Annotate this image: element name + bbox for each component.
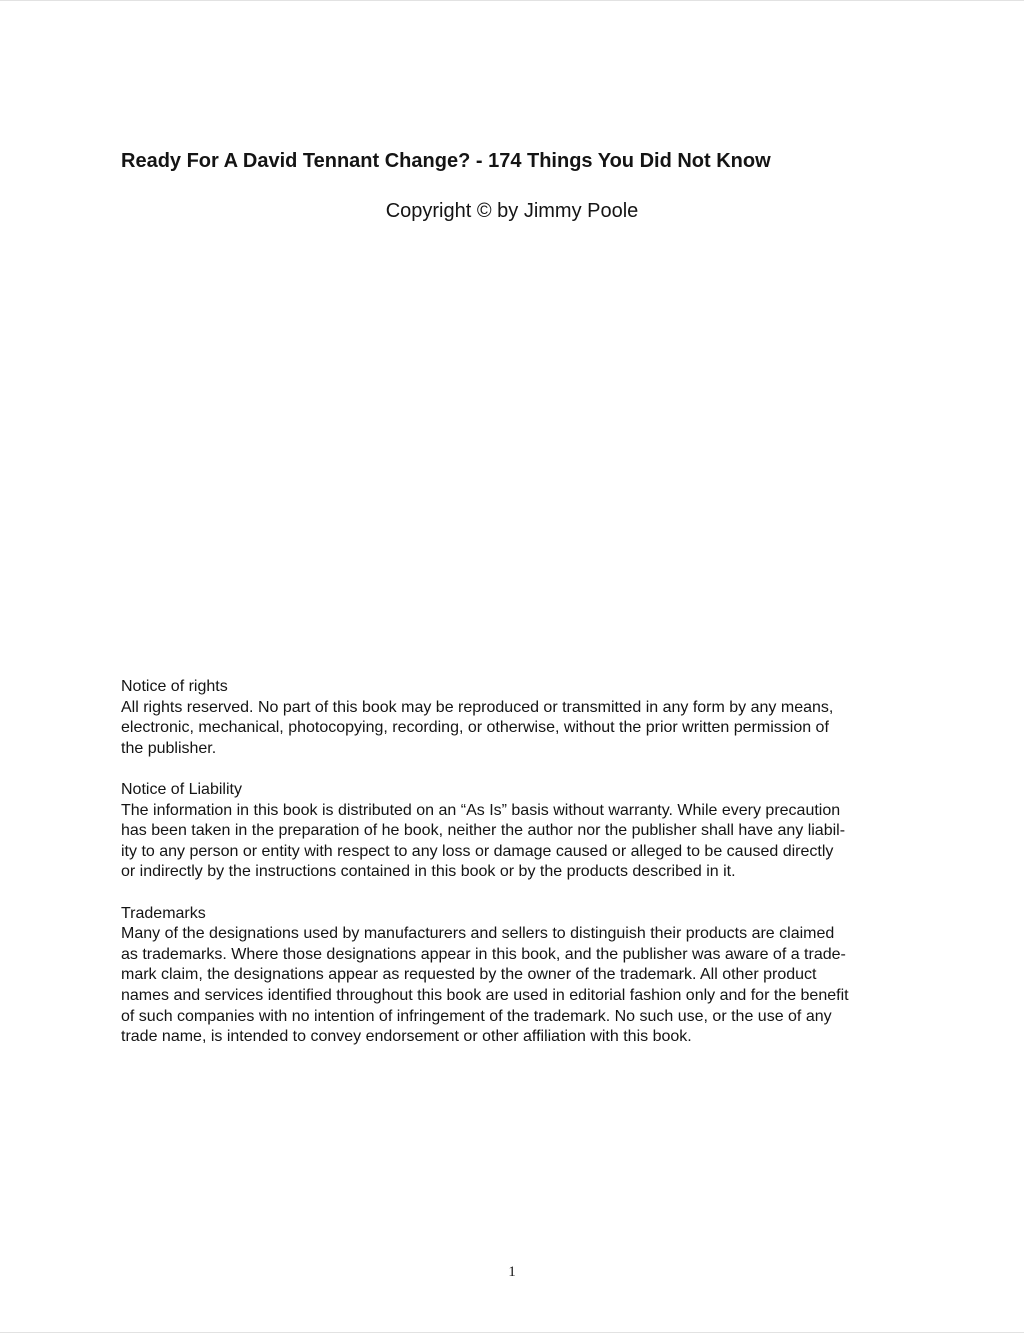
notice-line: as trademarks. Where those designations appear in this book, and the publisher was aware of a trade- (121, 945, 846, 963)
notice-line: The information in this book is distributed on an “As Is” basis without warranty. While every precaution (121, 801, 841, 819)
notice-line: ity to any person or entity with respect to any loss or damage caused or alleged to be caused directly (121, 842, 834, 860)
notice-trademarks (121, 904, 911, 1048)
notice-line: the publisher. (121, 739, 217, 757)
notice-line: mark claim, the designations appear as requested by the owner of the trademark. All other product (121, 966, 817, 984)
notice-body (121, 801, 911, 883)
notice-line: of such companies with no intention of infringement of the trademark. No such use, or the use of any (121, 1007, 832, 1025)
notice-body (121, 924, 911, 1048)
notice-heading: Notice of Liability (121, 780, 242, 798)
notice-line: or indirectly by the instructions contained in this book or by the products described in it. (121, 863, 736, 881)
notice-heading: Trademarks (121, 904, 206, 922)
notice-line: All rights reserved. No part of this book may be reproduced or transmitted in any form by any means, (121, 698, 834, 716)
notice-line: trade name, is intended to convey endorsement or other affiliation with this book. (121, 1028, 692, 1046)
book-title: Ready For A David Tennant Change? - 174 Things You Did Not Know (121, 150, 771, 172)
notice-body (121, 698, 911, 760)
notice-line: has been taken in the preparation of he book, neither the author nor the publisher shall have any liabil- (121, 822, 846, 840)
notice-line: Many of the designations used by manufacturers and sellers to distinguish their products are claimed (121, 925, 835, 943)
legal-notices (121, 677, 911, 1068)
notice-of-liability (121, 780, 911, 883)
notice-heading: Notice of rights (121, 678, 228, 695)
notice-of-rights (121, 677, 911, 759)
notice-line: electronic, mechanical, photocopying, recording, or otherwise, without the prior written permission of (121, 719, 829, 737)
copyright-line: Copyright © by Jimmy Poole (385, 200, 639, 222)
page-number: 1 (508, 1264, 516, 1280)
notice-line: names and services identified throughout this book are used in editorial fashion only and for the benefit (121, 986, 849, 1004)
